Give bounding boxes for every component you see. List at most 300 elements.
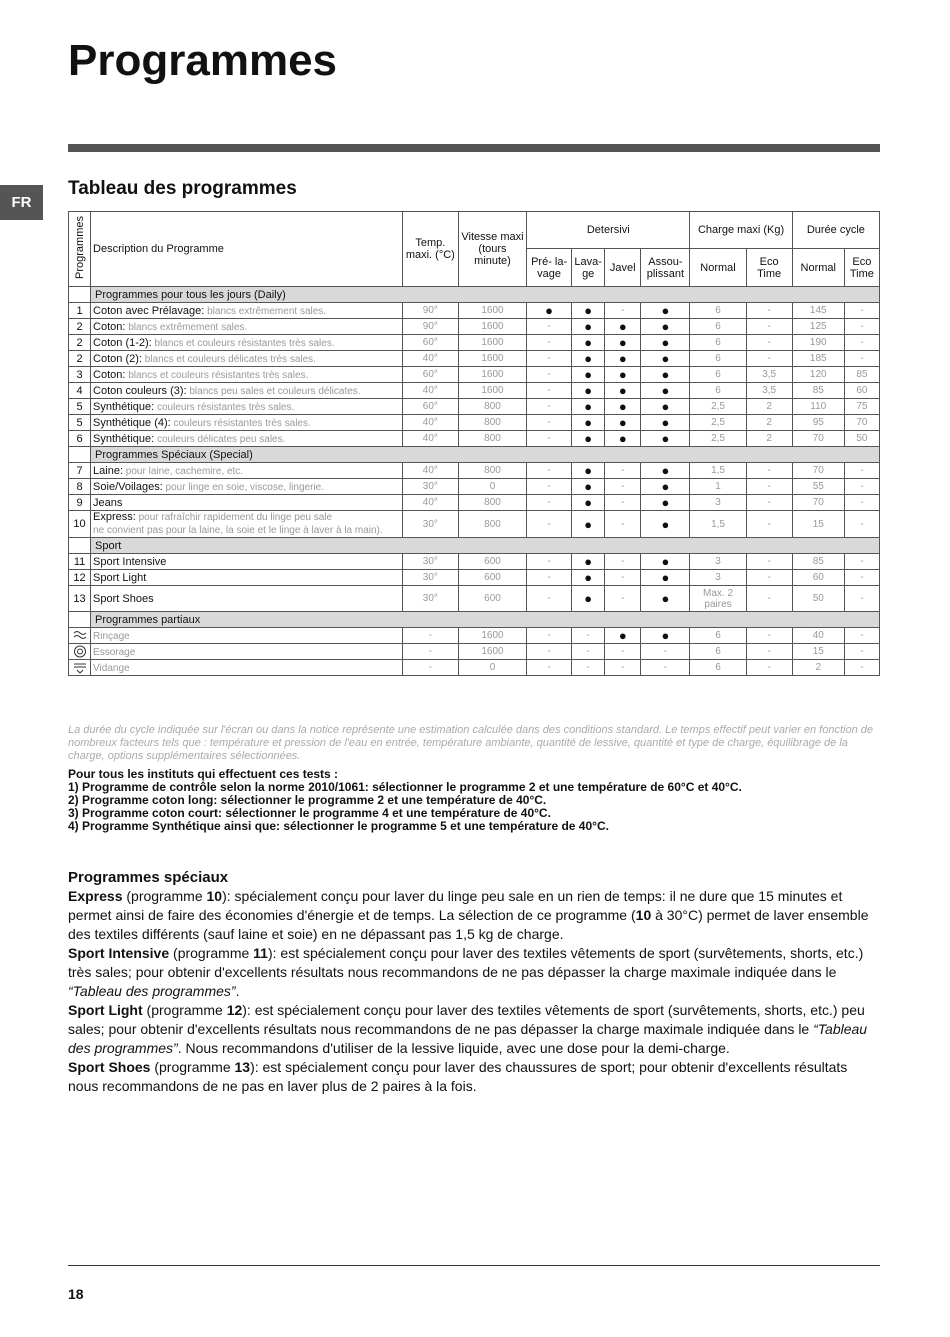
program-name: Coton (2): bbox=[93, 352, 142, 365]
cell-de: - bbox=[844, 570, 879, 586]
cell-asp: ● bbox=[641, 335, 690, 351]
header-duree: Durée cycle bbox=[792, 212, 879, 249]
program-number: 13 bbox=[69, 586, 91, 612]
program-description bbox=[91, 660, 403, 676]
table-row bbox=[69, 303, 880, 319]
cell-jav: - bbox=[605, 554, 641, 570]
cell-cn: 6 bbox=[690, 660, 746, 676]
program-description bbox=[91, 479, 403, 495]
program-name: Synthétique (4): bbox=[93, 416, 171, 429]
cell-dn: 85 bbox=[792, 383, 844, 399]
cell-jav: - bbox=[605, 660, 641, 676]
cell-jav: ● bbox=[605, 367, 641, 383]
program-number: 3 bbox=[69, 367, 91, 383]
programmes-table bbox=[68, 211, 880, 676]
table-row bbox=[69, 319, 880, 335]
cell-asp: ● bbox=[641, 303, 690, 319]
cell-cn: 2,5 bbox=[690, 399, 746, 415]
cell-temp: 90° bbox=[402, 319, 458, 335]
table-row bbox=[69, 383, 880, 399]
program-name: Rinçage bbox=[93, 630, 130, 642]
cell-ce: - bbox=[746, 495, 792, 511]
program-number: 2 bbox=[69, 319, 91, 335]
program-description bbox=[91, 351, 403, 367]
cell-asp: ● bbox=[641, 319, 690, 335]
cell-dn: 15 bbox=[792, 511, 844, 538]
header-speed: Vitesse maxi (tours minute) bbox=[458, 212, 526, 287]
cell-lav: - bbox=[572, 644, 605, 660]
cell-dn: 2 bbox=[792, 660, 844, 676]
table-row bbox=[69, 351, 880, 367]
cell-speed: 1600 bbox=[458, 383, 526, 399]
cell-asp: ● bbox=[641, 383, 690, 399]
cell-asp: ● bbox=[641, 431, 690, 447]
cell-speed: 800 bbox=[458, 399, 526, 415]
program-detail: blancs et couleurs délicates très sales. bbox=[141, 353, 316, 365]
program-number: 5 bbox=[69, 399, 91, 415]
cell-pre: - bbox=[527, 351, 572, 367]
program-description bbox=[91, 431, 403, 447]
express-paragraph: Express (programme 10): spécialement conçu pour laver du linge peu sale en un rien de temps: il ne dure que 15 minutes et permet ainsi de faire des économies d'énergie et de temps. La sélection de ce programme (10 à 30°C) permet de laver ensemble des textiles différents (sauf laine et soie) en ne dépassant pas 1,5 kg de charge. bbox=[68, 888, 869, 942]
cell-dn: 185 bbox=[792, 351, 844, 367]
table-row bbox=[69, 628, 880, 644]
cell-jav: ● bbox=[605, 399, 641, 415]
cell-cn: 6 bbox=[690, 383, 746, 399]
table-row bbox=[69, 335, 880, 351]
cell-lav: ● bbox=[572, 570, 605, 586]
cell-temp: 40° bbox=[402, 351, 458, 367]
cell-dn: 15 bbox=[792, 644, 844, 660]
program-description bbox=[91, 415, 403, 431]
program-number: 2 bbox=[69, 335, 91, 351]
cell-ce: - bbox=[746, 351, 792, 367]
cell-speed: 1600 bbox=[458, 335, 526, 351]
cell-asp: ● bbox=[641, 463, 690, 479]
program-name: Coton avec Prélavage: bbox=[93, 304, 205, 317]
special-programmes bbox=[68, 868, 880, 1096]
sport-light-paragraph: Sport Light (programme 12): est spécialement conçu pour laver des textiles vêtements de sport (survêtements, shorts, etc.) peu sales; pour obtenir d'excellents résultats nous recommandons de ne pas dépasser la charge maximale indiquée dans le “Tableau des programmes”. Nous recommandons d'utiliser de la lessive liquide, avec une dose pour la demi-charge. bbox=[68, 1002, 868, 1056]
cell-de: 85 bbox=[844, 367, 879, 383]
cell-asp: ● bbox=[641, 495, 690, 511]
cell-speed: 1600 bbox=[458, 303, 526, 319]
cell-dn: 70 bbox=[792, 431, 844, 447]
title-divider bbox=[68, 144, 880, 152]
cell-asp: ● bbox=[641, 351, 690, 367]
table-row bbox=[69, 511, 880, 538]
table-row bbox=[69, 554, 880, 570]
section-row bbox=[69, 612, 880, 628]
cell-de: - bbox=[844, 351, 879, 367]
program-name: Vidange bbox=[93, 662, 130, 674]
program-description bbox=[91, 644, 403, 660]
cell-asp: ● bbox=[641, 415, 690, 431]
cell-ce: - bbox=[746, 463, 792, 479]
drain-icon bbox=[73, 661, 87, 674]
header-prelavage: Pré- la- vage bbox=[527, 249, 572, 287]
cell-ce: - bbox=[746, 644, 792, 660]
program-detail: pour rafraîchir rapidement du linge peu sale bbox=[135, 512, 333, 523]
cell-cn: 3 bbox=[690, 554, 746, 570]
cell-pre: - bbox=[527, 431, 572, 447]
program-description bbox=[91, 570, 403, 586]
cell-temp: 40° bbox=[402, 383, 458, 399]
tests-line: Pour tous les instituts qui effectuent ces tests : bbox=[68, 767, 339, 781]
program-description bbox=[91, 554, 403, 570]
cell-temp: 40° bbox=[402, 415, 458, 431]
cell-temp: 60° bbox=[402, 367, 458, 383]
cell-cn: 6 bbox=[690, 303, 746, 319]
cell-asp: ● bbox=[641, 511, 690, 538]
cell-de: 60 bbox=[844, 383, 879, 399]
cell-de: - bbox=[844, 511, 879, 538]
header-temp: Temp. maxi. (°C) bbox=[402, 212, 458, 287]
cell-pre: - bbox=[527, 383, 572, 399]
program-number: 2 bbox=[69, 351, 91, 367]
tests-line: 4) Programme Synthétique ainsi que: sélectionner le programme 5 et une température de 40°C. bbox=[68, 819, 609, 833]
cycle-duration-note: La durée du cycle indiquée sur l'écran ou dans la notice représente une estimation calculée dans des conditions standard. Le temps effectif peut varier en fonction de nombreux facteurs tels que : température et pression de l'eau en entrée, température ambiante, quantité de lessive, quantité et type de charge, équilibrage de la charge, options supplémentaires sélectionnées. bbox=[68, 724, 873, 762]
cell-cn: 3 bbox=[690, 570, 746, 586]
cell-de: - bbox=[844, 335, 879, 351]
table-row bbox=[69, 644, 880, 660]
cell-dn: 95 bbox=[792, 415, 844, 431]
cell-pre: - bbox=[527, 554, 572, 570]
cell-ce: 2 bbox=[746, 399, 792, 415]
cell-ce: - bbox=[746, 319, 792, 335]
section-label: Sport bbox=[91, 538, 880, 554]
cell-jav: ● bbox=[605, 628, 641, 644]
cell-cn: 3 bbox=[690, 495, 746, 511]
cell-asp: ● bbox=[641, 586, 690, 612]
cell-pre: - bbox=[527, 335, 572, 351]
cell-jav: ● bbox=[605, 335, 641, 351]
cell-jav: ● bbox=[605, 319, 641, 335]
header-charge-eco: Eco Time bbox=[746, 249, 792, 287]
cell-speed: 600 bbox=[458, 586, 526, 612]
cell-ce: - bbox=[746, 660, 792, 676]
cell-de: - bbox=[844, 644, 879, 660]
cell-temp: 30° bbox=[402, 570, 458, 586]
cell-jav: - bbox=[605, 463, 641, 479]
cell-pre: - bbox=[527, 660, 572, 676]
cell-pre: - bbox=[527, 570, 572, 586]
cell-dn: 40 bbox=[792, 628, 844, 644]
cell-lav: ● bbox=[572, 383, 605, 399]
cell-de: 75 bbox=[844, 399, 879, 415]
cell-jav: - bbox=[605, 303, 641, 319]
cell-cn: 1 bbox=[690, 479, 746, 495]
cell-de: - bbox=[844, 495, 879, 511]
program-name: Coton (1-2): bbox=[93, 336, 152, 349]
program-detail: couleurs délicates peu sales. bbox=[154, 433, 286, 445]
section-row bbox=[69, 447, 880, 463]
cell-pre: - bbox=[527, 479, 572, 495]
cell-de: - bbox=[844, 479, 879, 495]
cell-ce: - bbox=[746, 303, 792, 319]
cell-dn: 50 bbox=[792, 586, 844, 612]
sport-shoes-paragraph: Sport Shoes (programme 13): est spécialement conçu pour laver des chaussures de sport; pour obtenir d'excellents résultats nous recommandons de ne pas en laver plus de 2 paires à la fois. bbox=[68, 1059, 848, 1094]
cell-dn: 60 bbox=[792, 570, 844, 586]
program-detail: blancs extrêmement sales. bbox=[204, 305, 327, 317]
program-name: Essorage bbox=[93, 646, 136, 658]
cell-de: - bbox=[844, 319, 879, 335]
cell-cn: 6 bbox=[690, 335, 746, 351]
cell-de: - bbox=[844, 586, 879, 612]
cell-temp: - bbox=[402, 644, 458, 660]
program-number: 4 bbox=[69, 383, 91, 399]
cell-de: - bbox=[844, 463, 879, 479]
cell-jav: - bbox=[605, 570, 641, 586]
sport-intensive-paragraph: Sport Intensive (programme 11): est spécialement conçu pour laver des textiles vêtements de sport (survêtements, shorts, etc.) très sales; pour obtenir d'excellents résultats nous recommandons de ne pas dépasser la charge maximale indiquée dans le “Tableau des programmes”. bbox=[68, 945, 864, 999]
cell-pre: - bbox=[527, 463, 572, 479]
cell-asp: ● bbox=[641, 628, 690, 644]
cell-jav: ● bbox=[605, 383, 641, 399]
footer-divider bbox=[68, 1265, 880, 1266]
program-description bbox=[91, 586, 403, 612]
cell-temp: 30° bbox=[402, 554, 458, 570]
program-description bbox=[91, 511, 403, 538]
cell-de: - bbox=[844, 660, 879, 676]
table-row bbox=[69, 431, 880, 447]
cell-jav: - bbox=[605, 495, 641, 511]
program-name: Coton: bbox=[93, 320, 126, 333]
program-description bbox=[91, 335, 403, 351]
program-number bbox=[69, 660, 91, 676]
header-charge: Charge maxi (Kg) bbox=[690, 212, 792, 249]
cell-cn: 6 bbox=[690, 367, 746, 383]
cell-speed: 600 bbox=[458, 554, 526, 570]
cell-ce: - bbox=[746, 479, 792, 495]
cell-dn: 145 bbox=[792, 303, 844, 319]
cell-dn: 85 bbox=[792, 554, 844, 570]
cell-ce: - bbox=[746, 554, 792, 570]
cell-asp: ● bbox=[641, 570, 690, 586]
cell-dn: 120 bbox=[792, 367, 844, 383]
program-name: Sport Light bbox=[93, 571, 147, 584]
table-row bbox=[69, 367, 880, 383]
spin-icon bbox=[73, 645, 87, 658]
program-detail: pour laine, cachemire, etc. bbox=[123, 465, 244, 477]
page-title: Programmes bbox=[68, 36, 338, 85]
program-detail: blancs et couleurs résistantes très sales. bbox=[125, 369, 309, 381]
cell-pre: - bbox=[527, 367, 572, 383]
cell-jav: ● bbox=[605, 351, 641, 367]
header-duree-normal: Normal bbox=[792, 249, 844, 287]
cell-dn: 55 bbox=[792, 479, 844, 495]
cell-lav: ● bbox=[572, 554, 605, 570]
program-description bbox=[91, 495, 403, 511]
cell-asp: ● bbox=[641, 367, 690, 383]
cell-lav: ● bbox=[572, 431, 605, 447]
header-lavage: Lava- ge bbox=[572, 249, 605, 287]
cell-cn: 6 bbox=[690, 351, 746, 367]
cell-jav: - bbox=[605, 586, 641, 612]
table-row bbox=[69, 399, 880, 415]
cell-jav: - bbox=[605, 479, 641, 495]
header-description: Description du Programme bbox=[91, 212, 403, 287]
cell-cn: 6 bbox=[690, 319, 746, 335]
cell-de: - bbox=[844, 628, 879, 644]
program-name: Synthétique: bbox=[93, 400, 155, 413]
cell-speed: 1600 bbox=[458, 628, 526, 644]
cell-de: 50 bbox=[844, 431, 879, 447]
table-row bbox=[69, 586, 880, 612]
program-detail: blancs peu sales et couleurs délicates. bbox=[186, 385, 361, 397]
cell-lav: ● bbox=[572, 399, 605, 415]
cell-temp: - bbox=[402, 628, 458, 644]
program-number: 8 bbox=[69, 479, 91, 495]
cell-cn: Max. 2 paires bbox=[690, 586, 746, 612]
table-row bbox=[69, 463, 880, 479]
program-description bbox=[91, 367, 403, 383]
cell-ce: - bbox=[746, 511, 792, 538]
cell-speed: 1600 bbox=[458, 319, 526, 335]
cell-asp: - bbox=[641, 644, 690, 660]
cell-ce: - bbox=[746, 628, 792, 644]
cell-cn: 2,5 bbox=[690, 415, 746, 431]
section-title: Tableau des programmes bbox=[68, 178, 297, 199]
cell-temp: 60° bbox=[402, 335, 458, 351]
header-detersivi: Detersivi bbox=[527, 212, 690, 249]
program-number: 9 bbox=[69, 495, 91, 511]
cell-temp: - bbox=[402, 660, 458, 676]
table-row bbox=[69, 660, 880, 676]
program-description bbox=[91, 383, 403, 399]
cell-pre: - bbox=[527, 586, 572, 612]
cell-jav: ● bbox=[605, 415, 641, 431]
tests-line: 2) Programme coton long: sélectionner le programme 2 et une température de 40°C. bbox=[68, 793, 547, 807]
header-duree-eco: Eco Time bbox=[844, 249, 879, 287]
cell-ce: - bbox=[746, 335, 792, 351]
header-charge-normal: Normal bbox=[690, 249, 746, 287]
program-name: Coton: bbox=[93, 368, 126, 381]
cell-lav: ● bbox=[572, 415, 605, 431]
cell-temp: 30° bbox=[402, 511, 458, 538]
program-name: Coton couleurs (3): bbox=[93, 384, 187, 397]
program-name: Laine: bbox=[93, 464, 124, 477]
cell-dn: 70 bbox=[792, 495, 844, 511]
cell-ce: 3,5 bbox=[746, 383, 792, 399]
cell-speed: 800 bbox=[458, 463, 526, 479]
section-label: Programmes pour tous les jours (Daily) bbox=[91, 287, 880, 303]
cell-lav: ● bbox=[572, 463, 605, 479]
cell-lav: ● bbox=[572, 511, 605, 538]
cell-cn: 6 bbox=[690, 644, 746, 660]
cell-de: - bbox=[844, 554, 879, 570]
program-description bbox=[91, 463, 403, 479]
program-number: 7 bbox=[69, 463, 91, 479]
cell-speed: 600 bbox=[458, 570, 526, 586]
cell-cn: 2,5 bbox=[690, 431, 746, 447]
cell-temp: 40° bbox=[402, 463, 458, 479]
cell-ce: 2 bbox=[746, 415, 792, 431]
cell-pre: - bbox=[527, 644, 572, 660]
cell-speed: 0 bbox=[458, 479, 526, 495]
header-programmes: Programmes bbox=[69, 212, 91, 287]
program-number: 5 bbox=[69, 415, 91, 431]
program-description bbox=[91, 628, 403, 644]
table-row bbox=[69, 479, 880, 495]
cell-temp: 30° bbox=[402, 479, 458, 495]
cell-asp: ● bbox=[641, 554, 690, 570]
program-name: Soie/Voilages: bbox=[93, 480, 163, 493]
section-row bbox=[69, 538, 880, 554]
cell-pre: - bbox=[527, 495, 572, 511]
program-number: 6 bbox=[69, 431, 91, 447]
program-number: 11 bbox=[69, 554, 91, 570]
section-label: Programmes partiaux bbox=[91, 612, 880, 628]
program-detail: couleurs résistantes très sales. bbox=[154, 401, 295, 413]
cell-cn: 1,5 bbox=[690, 463, 746, 479]
cell-temp: 90° bbox=[402, 303, 458, 319]
cell-pre: - bbox=[527, 399, 572, 415]
cell-pre: - bbox=[527, 511, 572, 538]
cell-speed: 1600 bbox=[458, 644, 526, 660]
cell-lav: ● bbox=[572, 351, 605, 367]
cell-dn: 110 bbox=[792, 399, 844, 415]
rinse-icon bbox=[73, 629, 87, 642]
program-detail: blancs et couleurs résistantes très sales. bbox=[151, 337, 335, 349]
cell-ce: 2 bbox=[746, 431, 792, 447]
program-detail: ne convient pas pour la laine, la soie et le linge à laver à la main). bbox=[93, 525, 383, 536]
cell-lav: ● bbox=[572, 319, 605, 335]
cell-asp: - bbox=[641, 660, 690, 676]
program-name: Jeans bbox=[93, 496, 123, 509]
header-assouplissant: Assou- plissant bbox=[641, 249, 690, 287]
language-tab: FR bbox=[0, 185, 43, 220]
table-row bbox=[69, 570, 880, 586]
cell-dn: 70 bbox=[792, 463, 844, 479]
cell-lav: - bbox=[572, 660, 605, 676]
program-number bbox=[69, 644, 91, 660]
cell-pre: - bbox=[527, 319, 572, 335]
program-description bbox=[91, 303, 403, 319]
cell-speed: 1600 bbox=[458, 367, 526, 383]
program-name: Sport Intensive bbox=[93, 555, 167, 568]
cell-speed: 800 bbox=[458, 415, 526, 431]
cell-jav: - bbox=[605, 511, 641, 538]
cell-speed: 800 bbox=[458, 431, 526, 447]
cell-temp: 40° bbox=[402, 495, 458, 511]
cell-lav: ● bbox=[572, 303, 605, 319]
cell-pre: - bbox=[527, 628, 572, 644]
cell-cn: 1,5 bbox=[690, 511, 746, 538]
table-row bbox=[69, 415, 880, 431]
cell-ce: 3,5 bbox=[746, 367, 792, 383]
section-label: Programmes Spéciaux (Special) bbox=[91, 447, 880, 463]
cell-dn: 190 bbox=[792, 335, 844, 351]
cell-speed: 800 bbox=[458, 511, 526, 538]
table-row bbox=[69, 495, 880, 511]
cell-ce: - bbox=[746, 570, 792, 586]
tests-line: 1) Programme de contrôle selon la norme 2010/1061: sélectionner le programme 2 et une température de 60°C et 40°C. bbox=[68, 780, 742, 794]
cell-lav: ● bbox=[572, 367, 605, 383]
cell-lav: ● bbox=[572, 479, 605, 495]
program-name: Sport Shoes bbox=[93, 592, 154, 605]
cell-dn: 125 bbox=[792, 319, 844, 335]
cell-lav: ● bbox=[572, 335, 605, 351]
program-number: 1 bbox=[69, 303, 91, 319]
cell-jav: ● bbox=[605, 431, 641, 447]
cell-asp: ● bbox=[641, 399, 690, 415]
program-description bbox=[91, 319, 403, 335]
program-number: 12 bbox=[69, 570, 91, 586]
cell-temp: 30° bbox=[402, 586, 458, 612]
program-number: 10 bbox=[69, 511, 91, 538]
cell-ce: - bbox=[746, 586, 792, 612]
program-detail: pour linge en soie, viscose, lingerie. bbox=[162, 481, 324, 493]
cell-pre: ● bbox=[527, 303, 572, 319]
cell-lav: - bbox=[572, 628, 605, 644]
